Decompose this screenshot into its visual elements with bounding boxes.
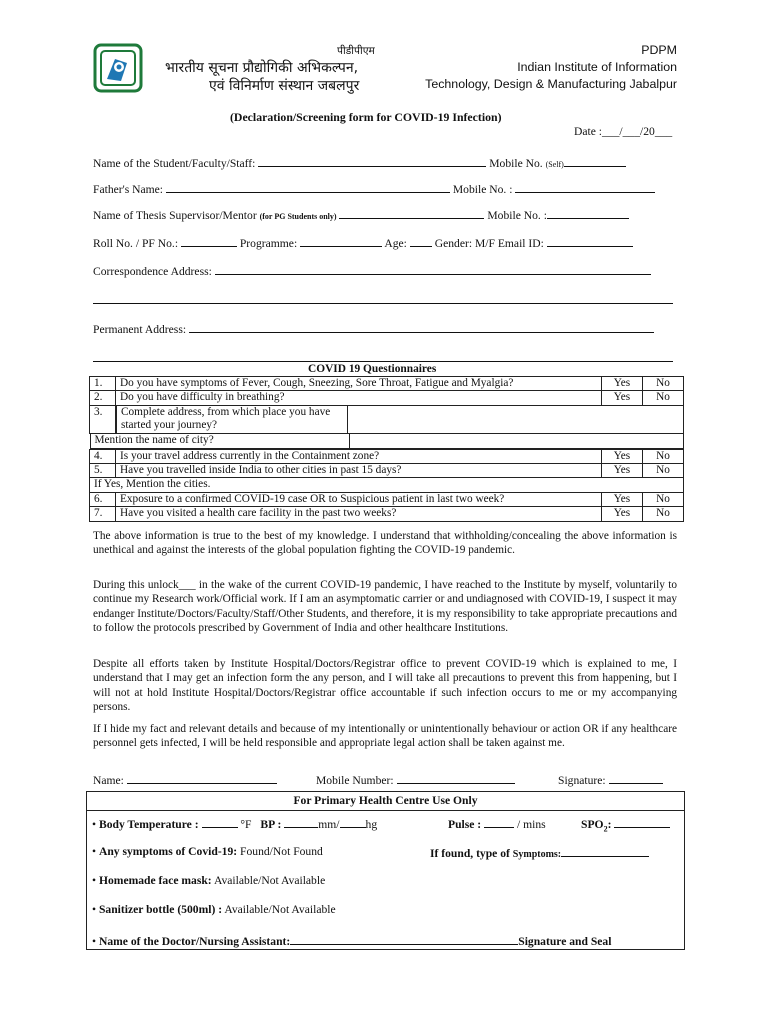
thesis-mobile-label: Mobile No. : (487, 209, 547, 222)
temp-unit: °F (240, 818, 252, 831)
q6-text: Exposure to a confirmed COVID-19 case OR to Suspicious patient in last two week? (116, 492, 602, 506)
declaration-para-4: If I hide my fact and relevant details and because of my intentionally or unintentionally behaviour or action OR if any healthcare personnel gets infected, I will be held responsible and appropriate legal action shall be taken against me. (93, 723, 677, 750)
decl-name-field[interactable] (127, 772, 277, 784)
institute-logo (93, 43, 143, 93)
email-label: Email ID: (497, 237, 544, 250)
eng-header-line3: Technology, Design & Manufacturing Jabalpur (425, 77, 677, 91)
q6-num: 6. (90, 492, 116, 506)
q2-text: Do you have difficulty in breathing? (116, 391, 602, 405)
q3-answer-field[interactable] (348, 406, 684, 433)
declaration-para-3: Despite all efforts taken by Institute Hospital/Doctors/Registrar office to prevent COVID-19 which is explained to me, I understand that I may get an infection form the any person, and I will take all precautions to prevent this from happening, but I will not at hold Institute Hospital/Doctors/Registrar office accountable if such infection occurs to me or my accompanying persons. (93, 658, 677, 714)
questionnaire-table (89, 376, 684, 522)
phc-mask-row (92, 874, 325, 887)
bullet-icon: • (92, 874, 97, 887)
q2-no[interactable]: No (643, 391, 684, 405)
roll-field[interactable] (181, 235, 237, 247)
q7-text: Have you visited a health care facility in the past two weeks? (116, 507, 602, 521)
table-row (90, 507, 684, 521)
phc-pulse (448, 816, 546, 831)
q4-no[interactable]: No (643, 449, 684, 463)
symptoms-label: Any symptoms of Covid-19: (98, 845, 238, 858)
hindi-header-line2: भारतीय सूचना प्रौद्योगिकी अभिकल्पन, (165, 60, 359, 76)
hindi-header-line3: एवं विनिर्माण संस्थान जबलपुर (209, 78, 360, 94)
phc-doctor-row (92, 933, 611, 948)
phc-sanitizer-row (92, 903, 336, 916)
q7-num: 7. (90, 507, 116, 521)
city-answer-field[interactable] (349, 434, 683, 448)
father-label: Father's Name: (93, 183, 164, 196)
thesis-label: Name of Thesis Supervisor/Mentor (93, 209, 257, 222)
bp-unit-2: hg (365, 818, 378, 831)
q5-text: Have you travelled inside India to other cities in past 15 days? (116, 463, 602, 477)
city-text: Mention the name of city? (90, 434, 349, 448)
programme-field[interactable] (300, 235, 382, 247)
q4-text: Is your travel address currently in the Containment zone? (116, 449, 602, 463)
sanitizer-label: Sanitizer bottle (500ml) : (98, 903, 223, 916)
mobile-self-field[interactable] (564, 155, 626, 167)
declaration-para-2: During this unlock___ in the wake of the current COVID-19 pandemic, I have reached to the Institute by myself, voluntarily to continue my Research work/Official work. If I am an asymptomatic carrier or and undiagnosed with COVID-19, I suspect it may endanger Institute/Doctors/Faculty/Staff/Other Students, and therefore, it is my responsibility to take appropriate precautions and to follow the protocols prescribed by Government of India and other healthcare Institutions. (93, 579, 677, 635)
decl-mobile (316, 772, 515, 787)
q3-text: Complete address, from which place you have started your journey? (117, 406, 348, 433)
q4-num: 4. (90, 449, 116, 463)
thesis-row (93, 207, 629, 222)
doctor-label: Name of the Doctor/Nursing Assistant: (98, 935, 291, 948)
father-name-field[interactable] (166, 181, 450, 193)
phc-title: For Primary Health Centre Use Only (87, 792, 684, 811)
q3-num: 3. (90, 405, 116, 433)
roll-label: Roll No. / PF No.: (93, 237, 179, 250)
decl-signature-label: Signature: (558, 774, 606, 787)
q1-num: 1. (90, 377, 116, 391)
decl-signature-field[interactable] (609, 772, 663, 784)
phc-symptom-type (430, 845, 649, 860)
pulse-field[interactable] (484, 816, 514, 828)
correspondence-field[interactable] (215, 263, 651, 275)
table-row (90, 434, 684, 449)
bp-unit: mm/ (318, 818, 340, 831)
table-row (90, 377, 684, 391)
spo2-sub: 2 (603, 824, 608, 834)
roll-row (93, 235, 633, 250)
mask-value[interactable]: Available/Not Available (213, 874, 326, 887)
table-row (90, 449, 684, 463)
bp-field-2[interactable] (340, 816, 366, 828)
date-field[interactable]: Date :___/___/20___ (574, 125, 673, 138)
hindi-header-line1: पीडीपीएम (337, 45, 375, 57)
q7-yes[interactable]: Yes (602, 507, 643, 521)
doctor-field[interactable] (290, 933, 518, 945)
gender-label[interactable]: Gender: M/F (434, 237, 495, 250)
bullet-icon: • (92, 903, 97, 916)
name-row (93, 155, 626, 170)
phc-box (86, 791, 685, 950)
decl-mobile-field[interactable] (397, 772, 515, 784)
mask-label: Homemade face mask: (98, 874, 212, 887)
bullet-icon: • (92, 935, 97, 948)
questionnaire-title: COVID 19 Questionnaires (308, 363, 437, 375)
q6-yes[interactable]: Yes (602, 492, 643, 506)
q5-yes[interactable]: Yes (602, 463, 643, 477)
bp-field-1[interactable] (284, 816, 318, 828)
decl-name-label: Name: (93, 774, 124, 787)
permanent-field[interactable] (189, 321, 654, 333)
q4-yes[interactable]: Yes (602, 449, 643, 463)
table-row (90, 492, 684, 506)
sanitizer-value[interactable]: Available/Not Available (224, 903, 336, 916)
sig-seal-label: Signature and Seal (518, 935, 612, 948)
father-mobile-label: Mobile No. : (452, 183, 513, 196)
eng-header-line1: PDPM (641, 43, 677, 57)
q7-no[interactable]: No (643, 507, 684, 521)
permanent-row (93, 321, 654, 336)
q1-yes[interactable]: Yes (602, 377, 643, 391)
q2-yes[interactable]: Yes (602, 391, 643, 405)
bullet-icon: • (92, 845, 97, 858)
thesis-mobile-field[interactable] (547, 207, 629, 219)
decl-mobile-label: Mobile Number: (316, 774, 394, 787)
table-row (90, 478, 684, 492)
correspondence-label: Correspondence Address: (93, 265, 212, 278)
correspondence-line-2[interactable] (93, 303, 673, 304)
ifyes-text[interactable]: If Yes, Mention the cities. (90, 478, 684, 492)
pulse-label: Pulse : (448, 818, 482, 831)
phc-symptoms-row (92, 845, 323, 858)
father-row (93, 181, 655, 196)
symptom-type-field[interactable] (561, 845, 649, 857)
pulse-unit: / mins (516, 818, 546, 831)
permanent-label: Permanent Address: (93, 323, 187, 336)
pg-label: (for PG Students only) (259, 212, 337, 221)
q5-num: 5. (90, 463, 116, 477)
q1-text: Do you have symptoms of Fever, Cough, Sneezing, Sore Throat, Fatigue and Myalgia? (116, 377, 602, 391)
q5-no[interactable]: No (643, 463, 684, 477)
if-found-label: If found, type of (430, 847, 510, 860)
bp-label: BP : (260, 818, 282, 831)
temp-field[interactable] (202, 816, 238, 828)
thesis-field[interactable] (339, 207, 484, 219)
temp-label: Body Temperature : (98, 818, 199, 831)
q1-no[interactable]: No (643, 377, 684, 391)
table-row (90, 391, 684, 405)
programme-label: Programme: (239, 237, 298, 250)
eng-header-line2: Indian Institute of Information (517, 60, 677, 74)
phc-spo2: $SPO_2$: (581, 816, 670, 833)
q2-num: 2. (90, 391, 116, 405)
signature-row (93, 772, 277, 787)
q6-no[interactable]: No (643, 492, 684, 506)
decl-signature (558, 772, 663, 787)
age-label: Age: (384, 237, 407, 250)
symptoms-value[interactable]: Found/Not Found (240, 845, 323, 858)
father-mobile-field[interactable] (515, 181, 655, 193)
table-row (90, 463, 684, 477)
mobile-label: Mobile No. (489, 157, 543, 170)
symptoms-word: Symptoms: (512, 849, 562, 860)
name-label: Name of the Student/Faculty/Staff: (93, 157, 256, 170)
name-field[interactable] (258, 155, 486, 167)
permanent-line-2[interactable] (93, 361, 673, 362)
spo2-label: SPO (581, 818, 604, 831)
declaration-para-1: The above information is true to the best of my knowledge. I understand that withholding/concealing the above information is unethical and against the interests of the global population fighting the COVID-19 pandemic. (93, 530, 677, 557)
correspondence-row (93, 263, 651, 278)
age-field[interactable] (410, 235, 432, 247)
email-field[interactable] (547, 235, 633, 247)
spo2-field[interactable] (614, 816, 670, 828)
table-row (90, 405, 684, 433)
self-label: (Self) (545, 160, 564, 169)
bullet-icon: • (92, 818, 97, 831)
phc-vitals-row (92, 816, 377, 831)
form-title: (Declaration/Screening form for COVID-19 Infection) (230, 110, 502, 124)
